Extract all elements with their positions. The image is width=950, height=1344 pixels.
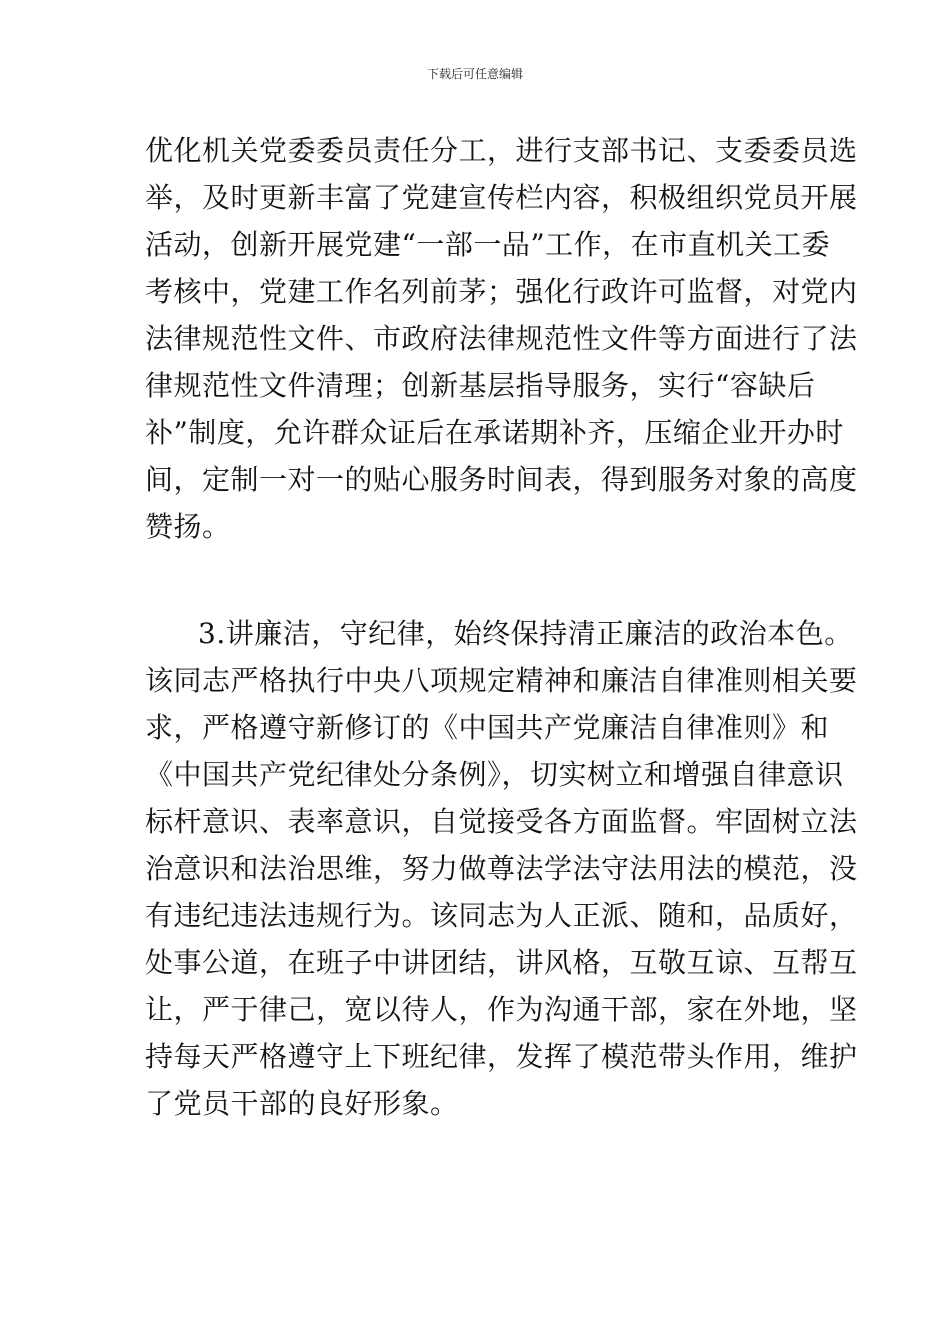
paragraph-line: 法律规范性文件、市政府法律规范性文件等方面进行了法: [145, 322, 858, 355]
paragraph-line: 间，定制一对一的贴心服务时间表，得到服务对象的高度: [145, 463, 858, 496]
paragraph-line: 律规范性文件清理；创新基层指导服务，实行“容缺后: [145, 369, 816, 402]
page-header: 下载后可任意编辑: [426, 67, 523, 81]
paragraph-line: 活动，创新开展党建“一部一品”工作，在市直机关工委: [145, 228, 831, 261]
section-heading: 3.讲廉洁，守纪律，始终保持清正廉洁的政治本色。: [198, 617, 853, 650]
paragraph-line: 标杆意识、表率意识，自觉接受各方面监督。牢固树立法: [145, 805, 858, 838]
paragraph-line: 处事公道，在班子中讲团结，讲风格，互敬互谅、互帮互: [145, 946, 858, 979]
paragraph-line: 优化机关党委委员责任分工，进行支部书记、支委委员选: [145, 134, 858, 167]
paragraph-line: 《中国共产党纪律处分条例》，切实树立和增强自律意识: [145, 758, 844, 791]
paragraph-line: 治意识和法治思维，努力做尊法学法守法用法的模范，没: [145, 852, 858, 885]
paragraph-line: 持每天严格遵守上下班纪律，发挥了模范带头作用，维护: [145, 1040, 858, 1073]
paragraph-line: 该同志严格执行中央八项规定精神和廉洁自律准则相关要: [145, 664, 858, 697]
paragraph-line: 了党员干部的良好形象。: [145, 1087, 459, 1120]
paragraph-line: 举，及时更新丰富了党建宣传栏内容，积极组织党员开展: [145, 181, 858, 214]
paragraph-line: 让，严于律己，宽以待人，作为沟通干部，家在外地，坚: [145, 993, 858, 1026]
paragraph-line: 赞扬。: [145, 510, 231, 543]
paragraph-line: 有违纪违法违规行为。该同志为人正派、随和，品质好，: [145, 899, 858, 932]
paragraph-line: 求，严格遵守新修订的《中国共产党廉洁自律准则》和: [145, 711, 830, 744]
paragraph-line: 考核中，党建工作名列前茅；强化行政许可监督，对党内: [145, 275, 858, 308]
paragraph-line: 补”制度，允许群众证后在承诺期补齐，压缩企业开办时: [145, 416, 844, 449]
